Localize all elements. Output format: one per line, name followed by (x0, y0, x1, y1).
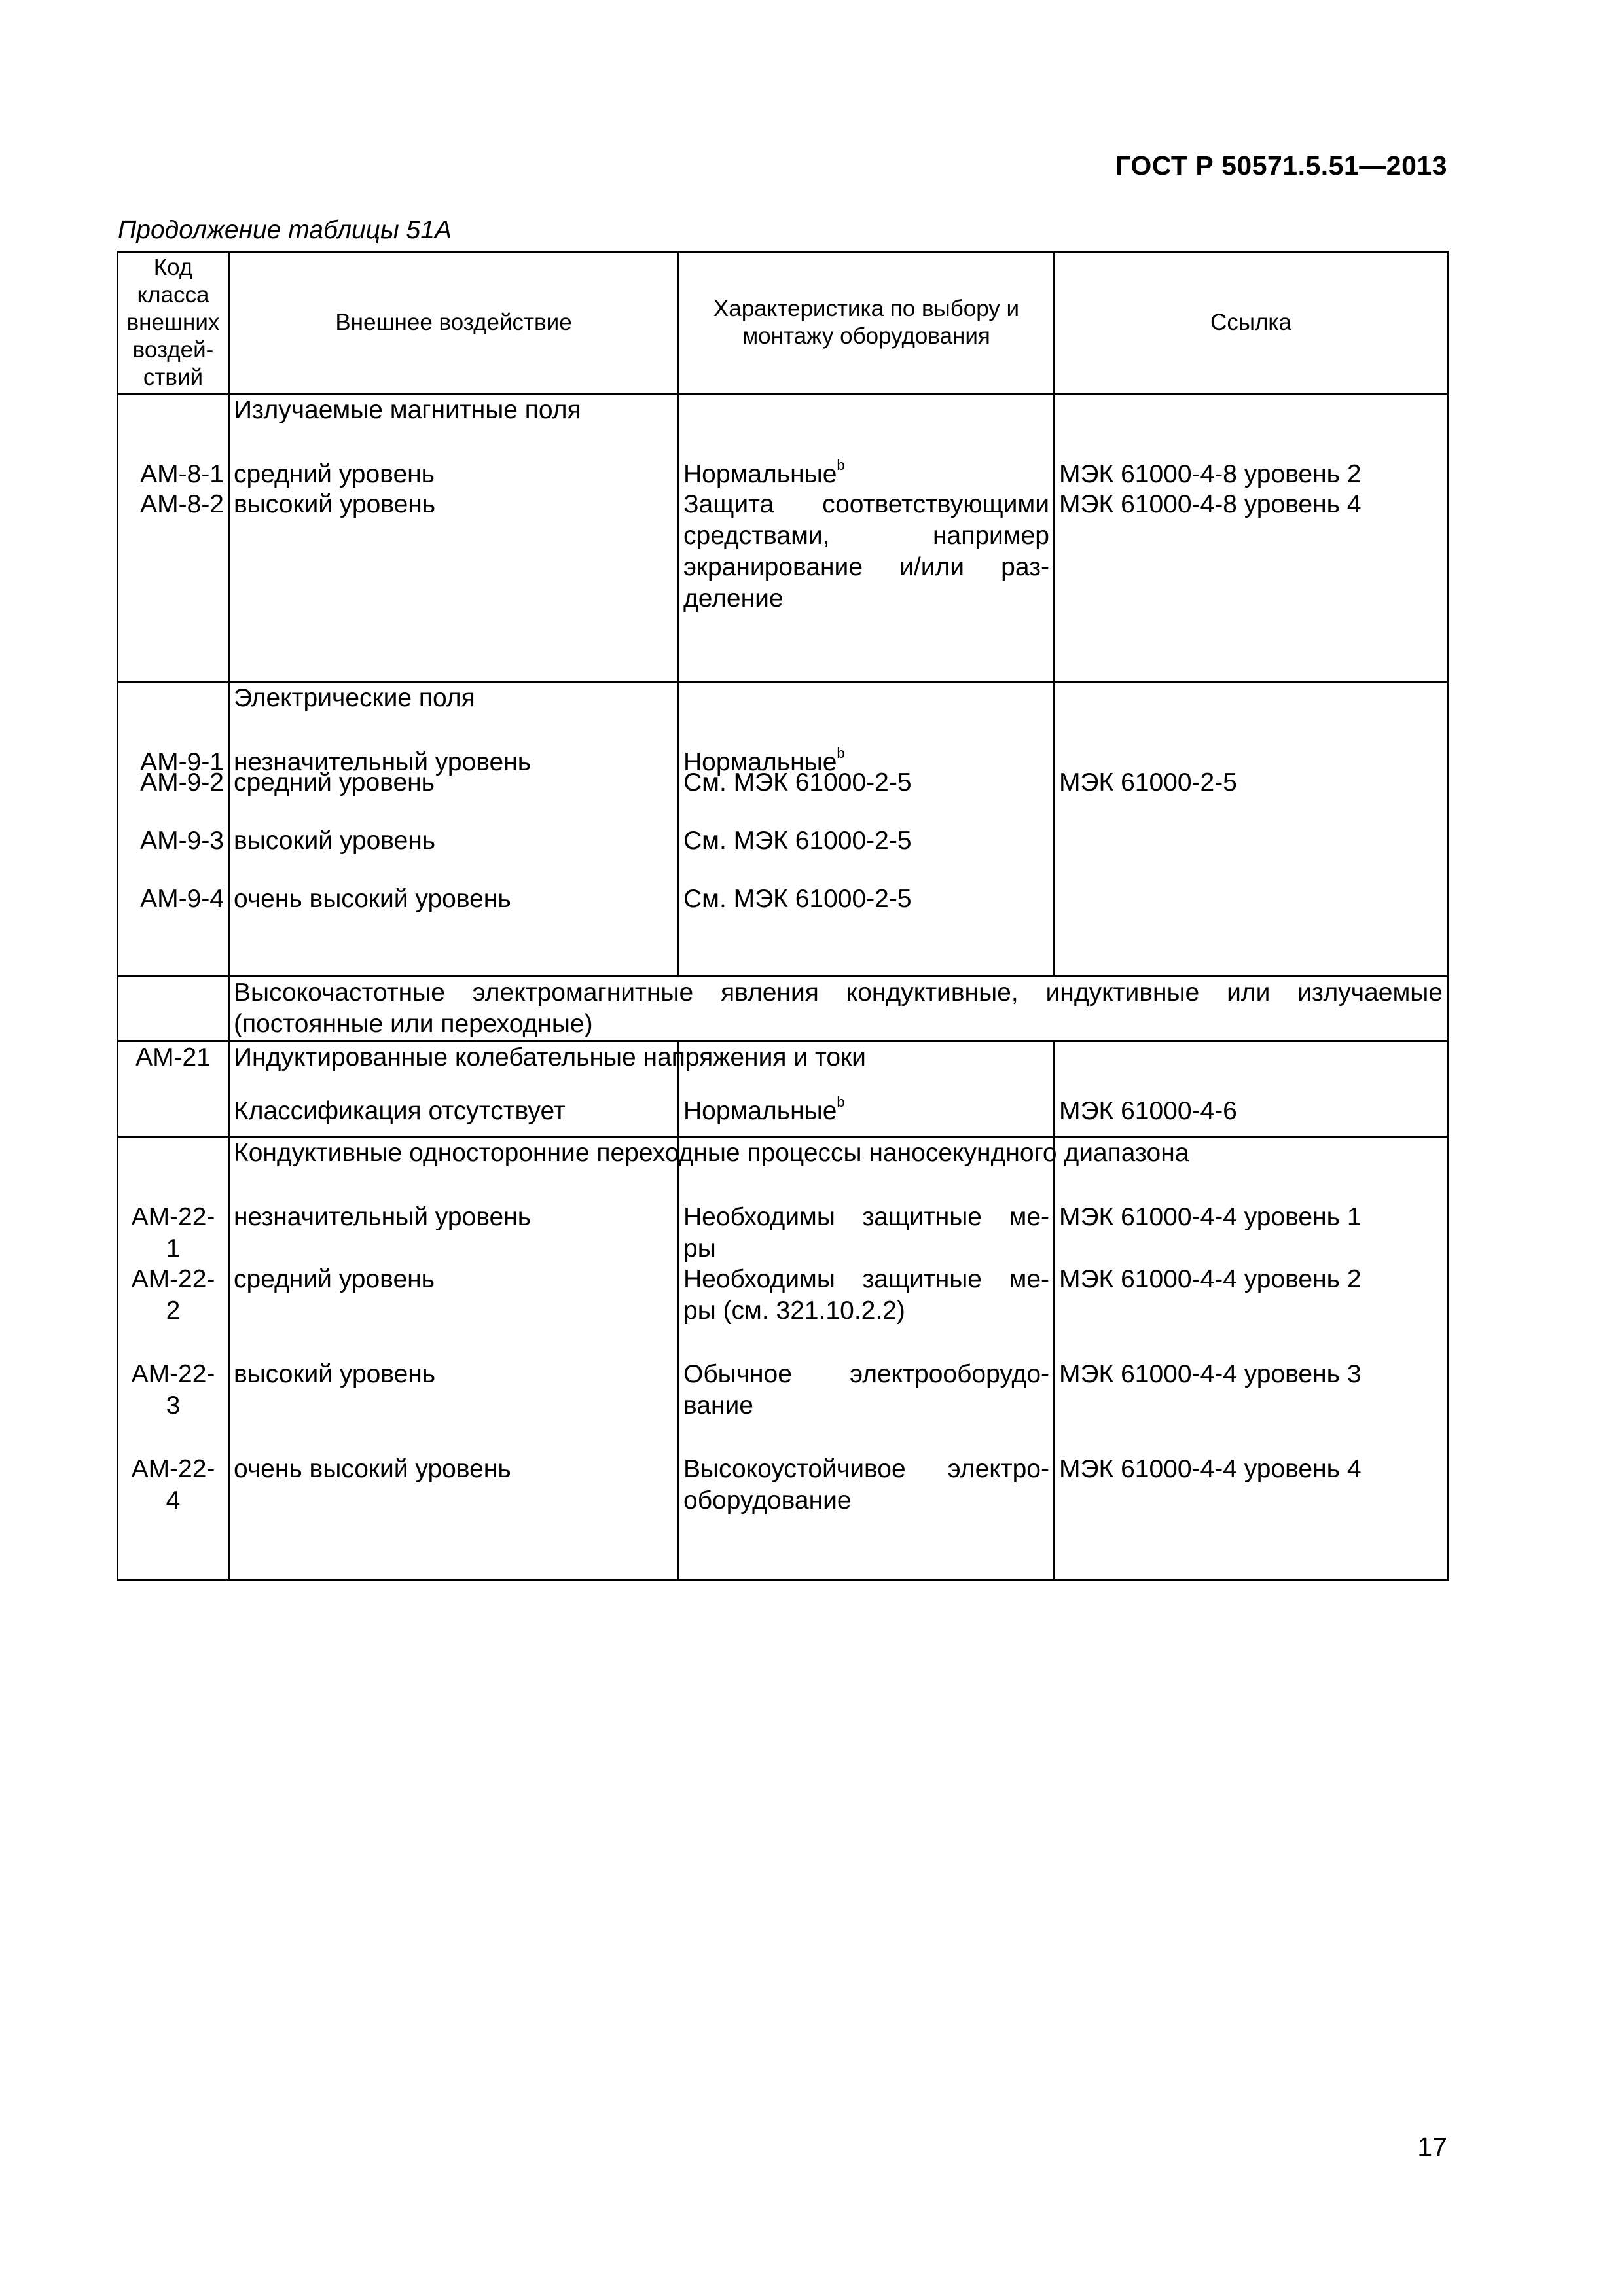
codes-cell (118, 682, 229, 977)
influence: Классификация отсутствует (234, 1096, 566, 1125)
reference-cell (1055, 394, 1448, 682)
group-title: Электрические поля (234, 684, 475, 712)
influence: высокий уровень (234, 827, 436, 855)
influence: средний уровень (234, 1265, 435, 1293)
group-induced-oscillations (118, 1041, 1448, 1136)
group-electric-fields (118, 682, 1448, 977)
code: АМ-22- 2 (131, 1265, 215, 1325)
reference: МЭК 61000-4-4 уровень 4 (1059, 1454, 1362, 1483)
page-number: 17 (1417, 2132, 1447, 2162)
characteristic: Нормальные$^b$ (683, 745, 845, 776)
document-header: ГОСТ Р 50571.5.51—2013 (1115, 151, 1447, 181)
code: АМ-9-2 (140, 768, 224, 797)
reference-cell (1055, 1041, 1448, 1136)
reference: МЭК 61000-4-8 уровень 4 (1059, 490, 1362, 518)
characteristic: См. МЭК 61000-2-5 (683, 885, 912, 913)
code: АМ-22- 4 (131, 1454, 215, 1515)
influence: незначительный уровень (234, 748, 532, 776)
characteristic-cell (679, 1041, 1055, 1136)
group-title: Высокочастотные электромагнитные явления кондуктивные, индуктивные или излучаемые (постоянные или переходные) (229, 977, 1448, 1041)
group-magnetic-fields (118, 394, 1448, 682)
codes-cell (118, 394, 229, 682)
influence: высокий уровень (234, 490, 436, 518)
characteristic: Необходимы защитные ме- ры (683, 1202, 1049, 1263)
code: АМ-21 (118, 1041, 229, 1136)
reference: МЭК 61000-4-6 (1059, 1096, 1237, 1125)
reference: МЭК 61000-2-5 (1059, 768, 1237, 797)
table-header-row (118, 252, 1448, 394)
characteristic: Нормальные$^b$ (683, 457, 845, 488)
reference: МЭК 61000-4-4 уровень 2 (1059, 1265, 1362, 1293)
influence: средний уровень (234, 768, 435, 797)
influence: незначительный уровень (234, 1202, 532, 1231)
characteristic-cell (679, 682, 1055, 977)
codes-cell (118, 1136, 229, 1580)
group-title: Излучаемые магнитные поля (234, 396, 581, 424)
code: АМ-22- 3 (131, 1359, 215, 1420)
header-characteristic: Характеристика по выбору и монтажу оборудования (679, 252, 1055, 394)
group-title: Индуктированные колебательные напряжения и токи (234, 1043, 866, 1071)
influence: высокий уровень (234, 1359, 436, 1388)
influence: средний уровень (234, 460, 435, 488)
group-nanosecond-transients (118, 1136, 1448, 1580)
characteristic: См. МЭК 61000-2-5 (683, 768, 912, 797)
influence: очень высокий уровень (234, 1454, 511, 1483)
code: АМ-9-1 (140, 748, 224, 776)
footnote-mark: b (837, 745, 845, 761)
code: АМ-8-1 (140, 460, 224, 488)
characteristic: Высокоустойчивое электро- оборудование (683, 1454, 1049, 1515)
characteristic-cell (679, 1136, 1055, 1580)
group-title: Кондуктивные односторонние переходные процессы наносекундного диапазона (234, 1138, 1189, 1167)
influence-cell (229, 682, 679, 977)
code: АМ-9-4 (140, 885, 224, 913)
reference-cell (1055, 682, 1448, 977)
characteristic-multiline: Защита соответствующими средствами, например экранирование и/или раз- деление (683, 490, 1049, 613)
header-influence: Внешнее воздействие (229, 252, 679, 394)
footnote-mark: b (837, 457, 845, 473)
influence-cell (229, 394, 679, 682)
header-reference: Ссылка (1055, 252, 1448, 394)
characteristic: Необходимы защитные ме- ры (см. 321.10.2.2) (683, 1265, 1049, 1325)
classification-table (117, 251, 1449, 1581)
code: АМ-22- 1 (131, 1202, 215, 1263)
reference-cell (1055, 1136, 1448, 1580)
header-code: Код класса внешних воздей-ствий (118, 252, 229, 394)
characteristic: Обычное электрооборудо- вание (683, 1359, 1049, 1420)
code: АМ-8-2 (140, 490, 224, 518)
characteristic: См. МЭК 61000-2-5 (683, 827, 912, 855)
reference: МЭК 61000-4-8 уровень 2 (1059, 460, 1362, 488)
code-cell-empty (118, 977, 229, 1041)
table-caption: Продолжение таблицы 51А (118, 216, 452, 244)
characteristic: Нормальные$^b$ (683, 1093, 845, 1125)
reference: МЭК 61000-4-4 уровень 1 (1059, 1202, 1362, 1231)
footnote-mark: b (837, 1093, 845, 1110)
influence: очень высокий уровень (234, 885, 511, 913)
code: АМ-9-3 (140, 827, 224, 855)
characteristic-cell (679, 394, 1055, 682)
group-high-frequency (118, 977, 1448, 1041)
reference: МЭК 61000-4-4 уровень 3 (1059, 1359, 1362, 1388)
